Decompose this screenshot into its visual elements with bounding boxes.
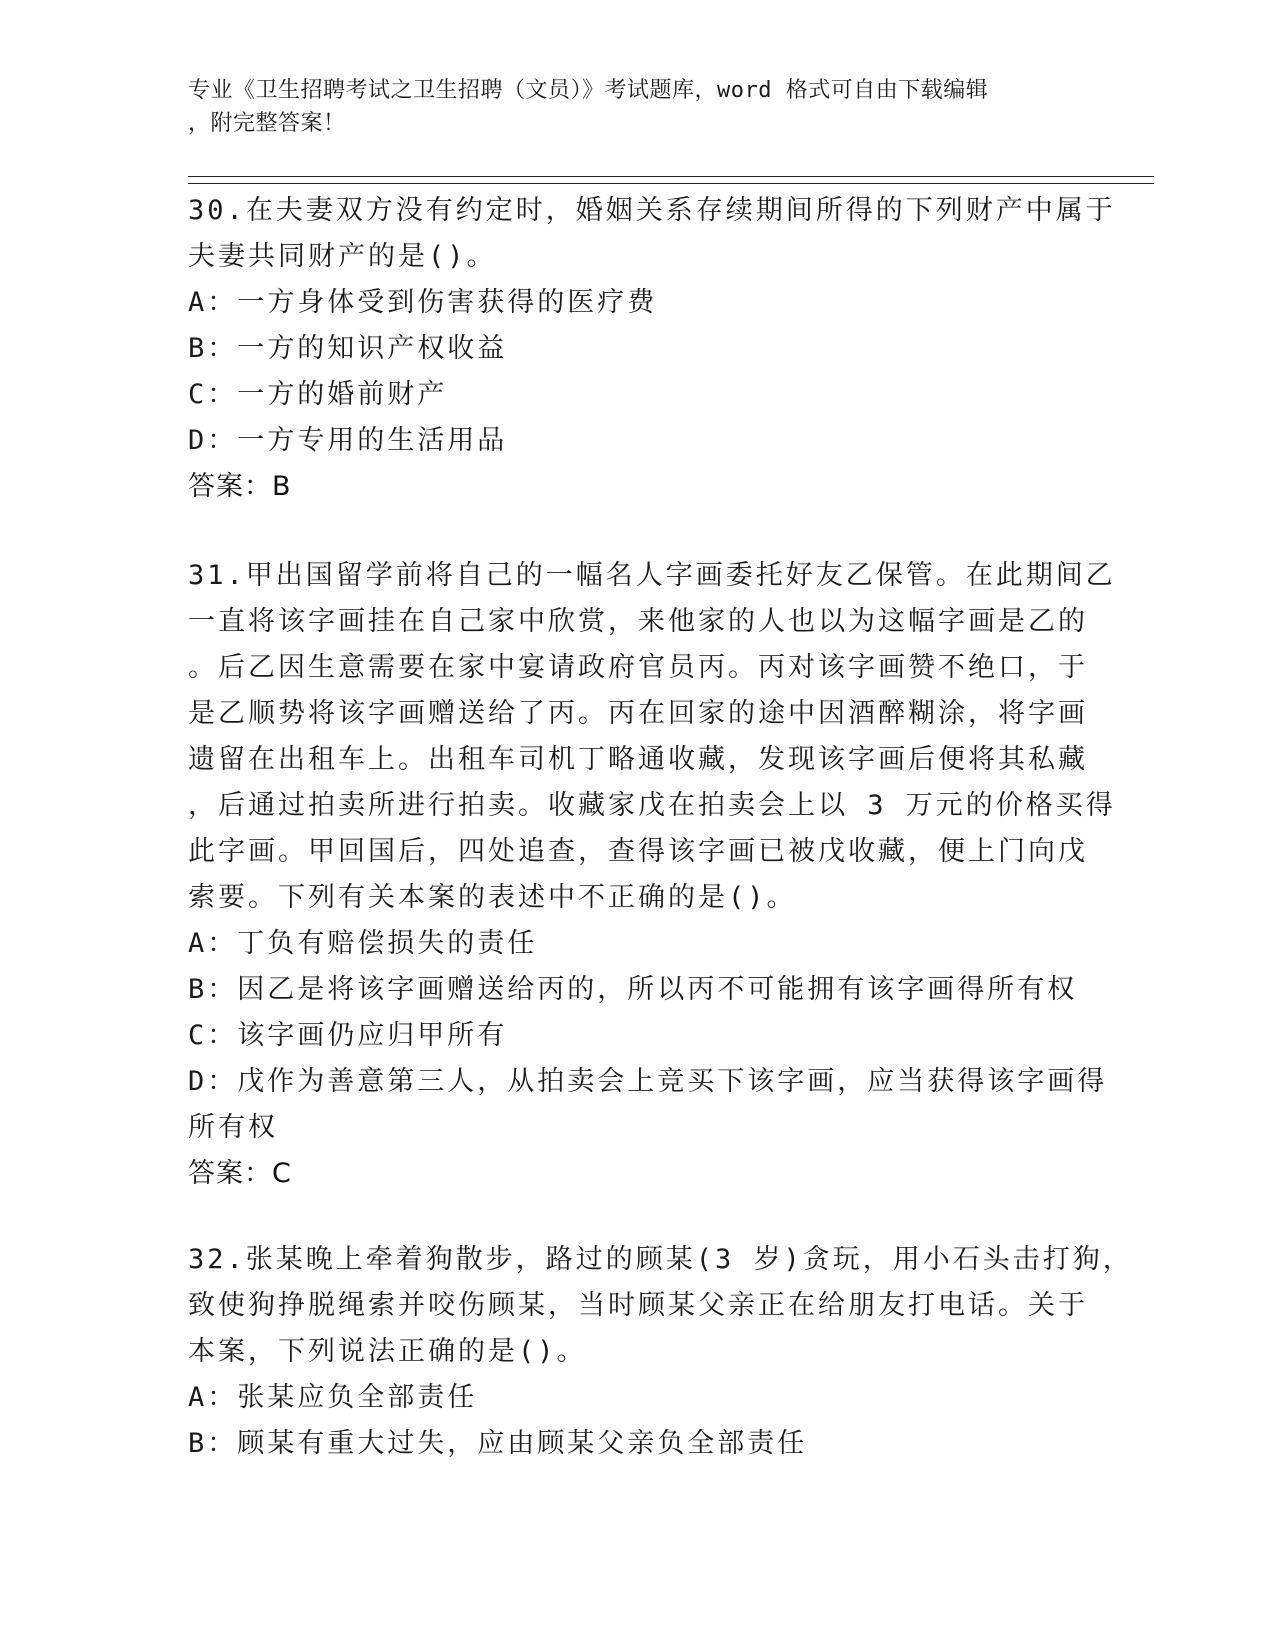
header-line-2: ，附完整答案！ xyxy=(188,111,346,136)
option-a: A：丁负有赔偿损失的责任 xyxy=(188,928,538,959)
question-stem-line: 致使狗挣脱绳索并咬伤顾某，当时顾某父亲正在给朋友打电话。关于 xyxy=(188,1290,1088,1321)
question-stem-line: 30.在夫妻双方没有约定时，婚姻关系存续期间所得的下列财产中属于 xyxy=(188,195,1116,226)
option-d: D：一方专用的生活用品 xyxy=(188,425,508,456)
question-stem-line: 索要。下列有关本案的表述中不正确的是()。 xyxy=(188,882,797,913)
answer-label: 答案：C xyxy=(188,1158,292,1189)
option-d-continued: 所有权 xyxy=(188,1112,278,1143)
answer-label: 答案：B xyxy=(188,471,292,502)
header-divider-top xyxy=(188,176,1154,177)
header-line-1: 专业《卫生招聘考试之卫生招聘（文员）》考试题库，word 格式可自由下载编辑 xyxy=(188,78,989,103)
question-stem-line: 。后乙因生意需要在家中宴请政府官员丙。丙对该字画赞不绝口，于 xyxy=(188,652,1088,683)
question-stem-line: ，后通过拍卖所进行拍卖。收藏家戊在拍卖会上以 3 万元的价格买得 xyxy=(188,790,1116,821)
question-stem-line: 遗留在出租车上。出租车司机丁略通收藏，发现该字画后便将其私藏 xyxy=(188,744,1088,775)
header-divider-bottom xyxy=(188,183,1154,184)
option-b: B：一方的知识产权收益 xyxy=(188,333,508,364)
question-stem-line: 本案，下列说法正确的是()。 xyxy=(188,1336,587,1367)
question-31 xyxy=(188,553,1116,1197)
option-a: A：一方身体受到伤害获得的医疗费 xyxy=(188,287,658,318)
question-stem-line: 是乙顺势将该字画赠送给了丙。丙在回家的途中因酒醉糊涂，将字画 xyxy=(188,698,1088,729)
option-c: C：该字画仍应归甲所有 xyxy=(188,1020,508,1051)
document-header xyxy=(188,74,1068,140)
question-stem-line: 此字画。甲回国后，四处追查，查得该字画已被戊收藏，便上门向戊 xyxy=(188,836,1088,867)
question-stem-line: 32.张某晚上牵着狗散步，路过的顾某(3 岁)贪玩，用小石头击打狗， xyxy=(188,1244,1133,1275)
option-d: D：戊作为善意第三人，从拍卖会上竞买下该字画，应当获得该字画得 xyxy=(188,1066,1108,1097)
question-stem-line: 一直将该字画挂在自己家中欣赏，来他家的人也以为这幅字画是乙的 xyxy=(188,606,1088,637)
option-b: B：顾某有重大过失，应由顾某父亲负全部责任 xyxy=(188,1428,808,1459)
option-b: B：因乙是将该字画赠送给丙的，所以丙不可能拥有该字画得所有权 xyxy=(188,974,1078,1005)
question-32 xyxy=(188,1237,1133,1467)
option-a: A：张某应负全部责任 xyxy=(188,1382,478,1413)
question-30 xyxy=(188,188,1116,510)
option-c: C：一方的婚前财产 xyxy=(188,379,448,410)
question-stem-line: 31.甲出国留学前将自己的一幅名人字画委托好友乙保管。在此期间乙 xyxy=(188,560,1116,591)
question-stem-line: 夫妻共同财产的是()。 xyxy=(188,241,497,272)
